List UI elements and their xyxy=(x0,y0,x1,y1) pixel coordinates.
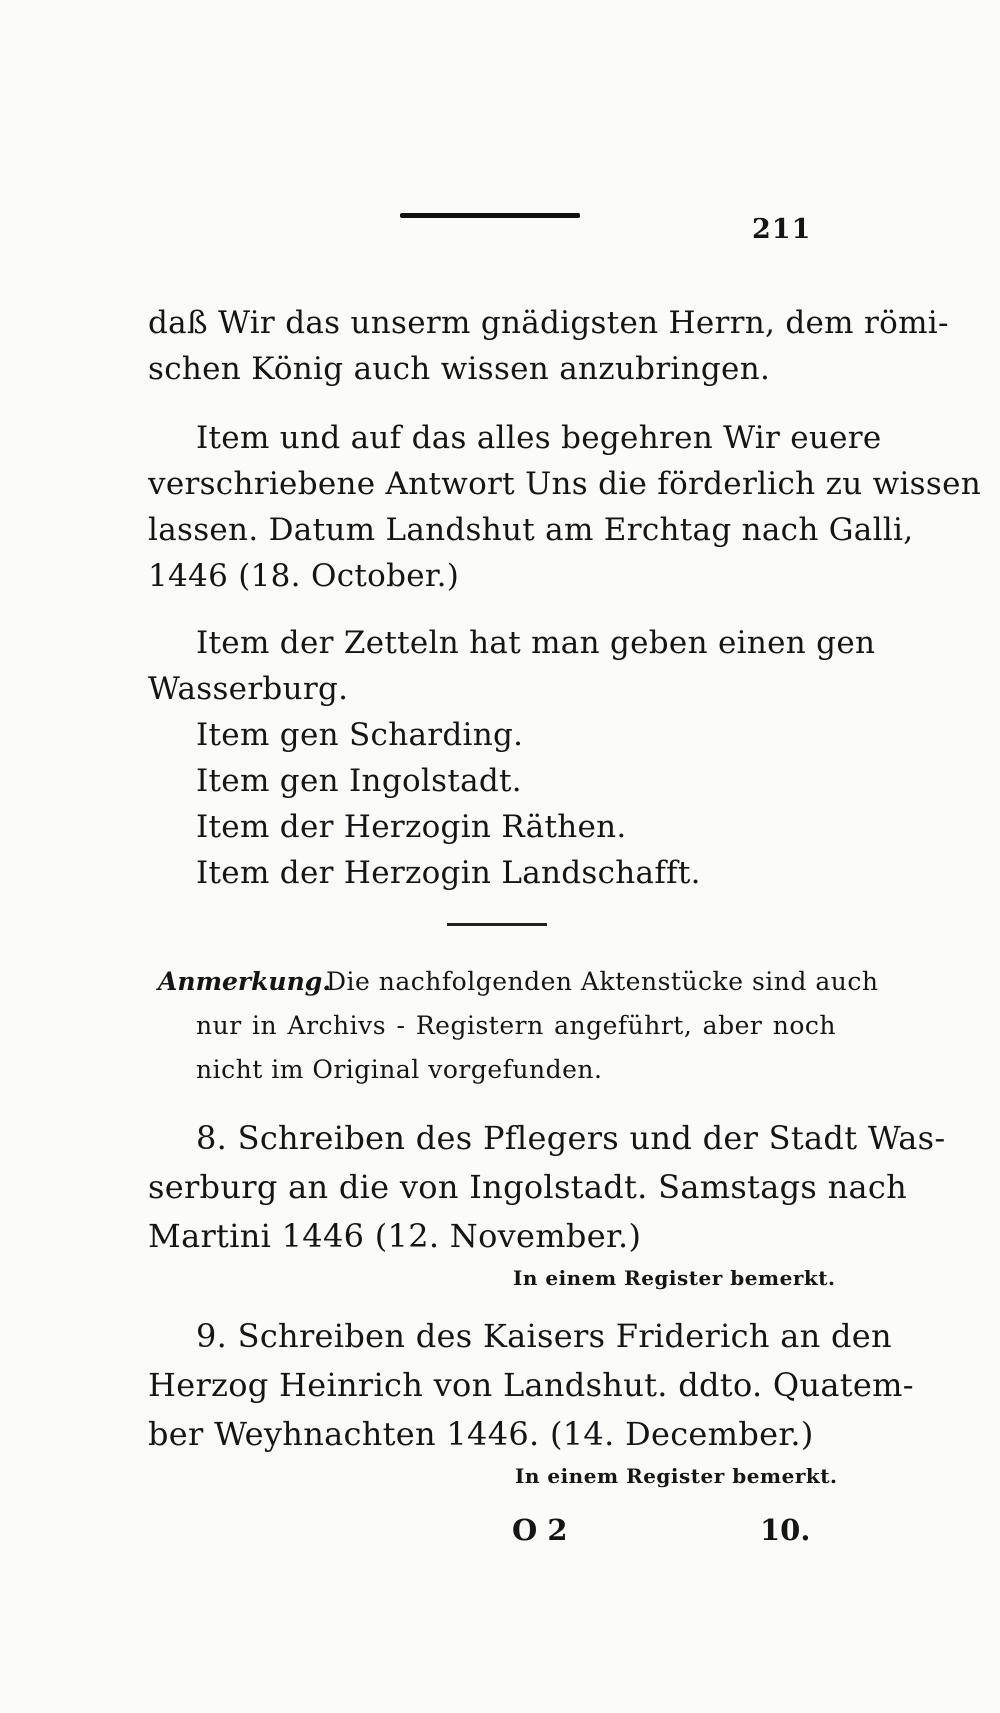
text-line: Wasserburg. xyxy=(148,671,349,707)
text-line: Item der Zetteln hat man geben einen gen xyxy=(196,625,876,661)
page-number: 211 xyxy=(752,214,812,245)
list-item: Item der Herzogin Landschafft. xyxy=(196,855,701,891)
entry-line: serburg an die von Ingolstadt. Samstags nach xyxy=(148,1168,907,1206)
note-label: Anmerkung. xyxy=(158,967,331,996)
text-line: Item und auf das alles begehren Wir euere xyxy=(196,420,882,456)
section-divider xyxy=(447,923,547,926)
list-item: Item der Herzogin Räthen. xyxy=(196,809,627,845)
text-line: 1446 (18. October.) xyxy=(148,558,460,594)
text-line: verschriebene Antwort Uns die förderlich zu wissen xyxy=(148,466,982,502)
entry-line: 9. Schreiben des Kaisers Friderich an den xyxy=(196,1317,892,1355)
note-line: Die nachfolgenden Aktenstücke sind auch xyxy=(326,967,879,996)
source-note: In einem Register bemerkt. xyxy=(513,1266,836,1290)
note-line: nicht im Original vorgefunden. xyxy=(196,1055,603,1084)
catchword: 10. xyxy=(760,1513,811,1547)
signature-mark: O 2 xyxy=(512,1513,568,1547)
list-item: Item gen Scharding. xyxy=(196,717,524,753)
entry-line: 8. Schreiben des Pflegers und der Stadt Was- xyxy=(196,1119,946,1157)
text-line: lassen. Datum Landshut am Erchtag nach Galli, xyxy=(148,512,914,548)
source-note: In einem Register bemerkt. xyxy=(515,1464,838,1488)
list-item: Item gen Ingolstadt. xyxy=(196,763,522,799)
text-line: daß Wir das unserm gnädigsten Herrn, dem römi- xyxy=(148,305,949,341)
entry-line: Martini 1446 (12. November.) xyxy=(148,1217,642,1255)
note-line: nur in Archivs - Registern angeführt, aber noch xyxy=(196,1011,836,1040)
entry-line: Herzog Heinrich von Landshut. ddto. Quatem- xyxy=(148,1366,914,1404)
entry-line: ber Weyhnachten 1446. (14. December.) xyxy=(148,1415,814,1453)
header-rule xyxy=(400,213,580,218)
text-line: schen König auch wissen anzubringen. xyxy=(148,351,771,387)
